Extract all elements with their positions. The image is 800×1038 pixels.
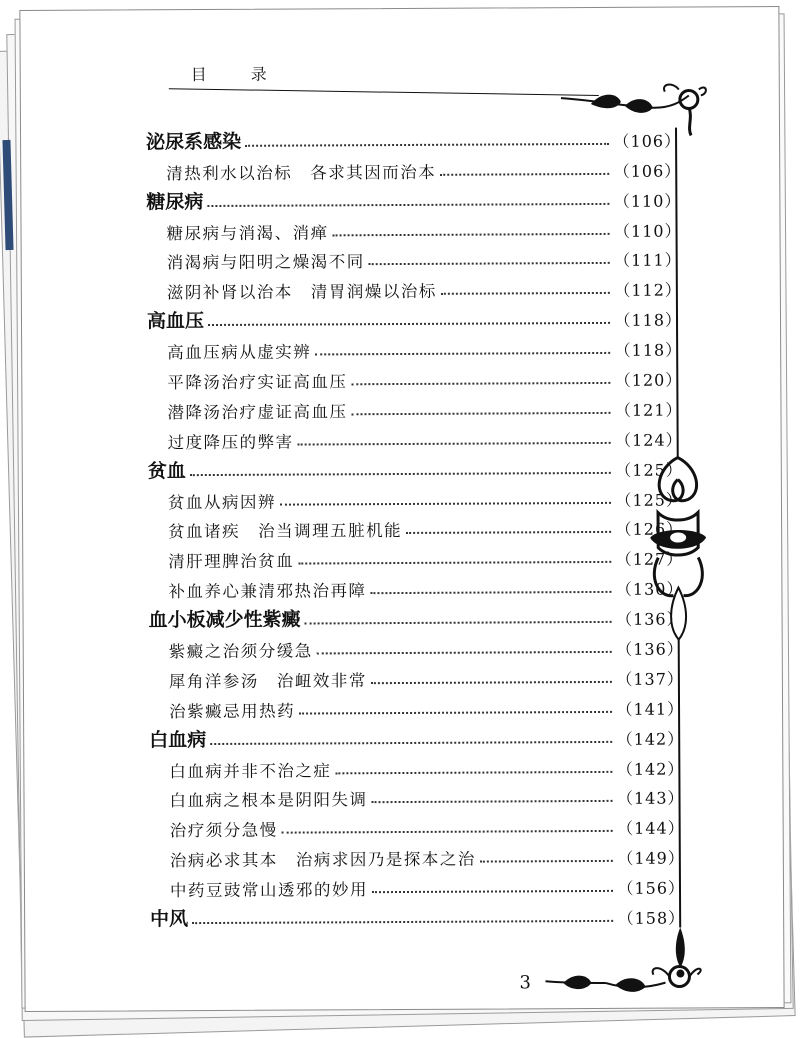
dot-leader xyxy=(335,770,612,773)
toc-section-entry xyxy=(149,660,684,693)
page-header-title: 目 录 xyxy=(190,64,281,85)
toc-entry-page: （125） xyxy=(615,460,683,480)
toc-entry-title: 过度降压的弊害 xyxy=(167,432,294,453)
toc-entry-page: （110） xyxy=(613,191,682,211)
toc-entry-title: 贫血诸疾 治当调理五脏机能 xyxy=(168,521,403,542)
toc-entry-page: （125） xyxy=(615,490,684,510)
header-rule xyxy=(169,88,599,96)
toc-entry-page: （137） xyxy=(616,669,684,689)
toc-entry-page: （136） xyxy=(615,609,684,630)
toc-entry-page: （106） xyxy=(613,161,682,181)
toc-entry-title: 贫血从病因辨 xyxy=(167,492,277,512)
toc-entry-page: （142） xyxy=(616,759,685,779)
toc-entry-page: （106） xyxy=(613,131,682,151)
toc-entry-page: （158） xyxy=(617,908,686,928)
dot-leader xyxy=(298,442,611,446)
dot-leader xyxy=(351,382,610,385)
toc-chapter-entry xyxy=(146,181,681,214)
toc-entry-page: （112） xyxy=(614,280,682,301)
bottom-ornament-icon xyxy=(545,952,715,1003)
dot-leader xyxy=(282,830,613,834)
toc-chapter-entry xyxy=(146,122,681,155)
toc-entry-title: 白血病并非不治之症 xyxy=(169,760,332,781)
toc-section-entry xyxy=(147,391,682,424)
dot-leader xyxy=(315,352,610,356)
toc-entry-page: （124） xyxy=(615,430,683,450)
dot-leader xyxy=(333,232,610,235)
contents-page xyxy=(19,6,784,1012)
toc-entry-title: 清肝理脾治贫血 xyxy=(168,551,295,572)
toc-entry-title: 消渴病与阳明之燥渴不同 xyxy=(166,252,365,273)
dot-leader xyxy=(298,561,611,565)
toc-entry-title: 血小板减少性紫癜 xyxy=(148,608,301,632)
toc-entry-title: 平降汤治疗实证高血压 xyxy=(167,372,348,393)
toc-chapter-entry xyxy=(148,600,683,633)
toc-entry-page: （142） xyxy=(616,729,685,749)
dot-leader xyxy=(207,203,609,207)
toc-section-entry xyxy=(149,749,684,782)
dot-leader xyxy=(192,920,613,924)
dot-leader xyxy=(372,890,613,893)
toc-entry-page: （111） xyxy=(614,250,682,271)
toc-section-entry xyxy=(150,839,685,872)
toc-entry-title: 泌尿系感染 xyxy=(146,130,242,154)
dot-leader xyxy=(440,173,609,176)
dot-leader xyxy=(351,412,610,415)
table-of-contents xyxy=(146,122,685,932)
toc-entry-title: 贫血 xyxy=(147,459,186,483)
dot-leader xyxy=(317,651,612,655)
toc-section-entry xyxy=(147,361,682,394)
toc-chapter-entry xyxy=(150,899,685,932)
toc-entry-title: 紫癜之治须分缓急 xyxy=(168,641,313,662)
toc-section-entry xyxy=(149,779,684,812)
toc-entry-title: 治疗须分急慢 xyxy=(169,821,278,841)
toc-entry-page: （118） xyxy=(614,310,683,331)
toc-entry-page: （121） xyxy=(614,400,683,420)
toc-entry-title: 治病必求其本 治病求因乃是探本之治 xyxy=(169,849,476,871)
toc-entry-title: 犀角洋参汤 治衄效非常 xyxy=(168,671,367,692)
toc-entry-page: （126） xyxy=(615,519,684,540)
toc-entry-page: （127） xyxy=(615,549,684,570)
toc-entry-title: 治紫癜忌用热药 xyxy=(169,701,296,722)
toc-section-entry xyxy=(149,630,684,663)
toc-entry-title: 中风 xyxy=(150,908,189,931)
toc-chapter-entry xyxy=(149,719,684,752)
dot-leader xyxy=(370,591,611,594)
toc-entry-title: 中药豆豉常山透邪的妙用 xyxy=(169,880,369,901)
dot-leader xyxy=(369,262,610,265)
toc-entry-title: 滋阴补肾以治本 清胃润燥以治标 xyxy=(166,282,437,303)
toc-entry-page: （149） xyxy=(617,848,685,869)
toc-entry-page: （120） xyxy=(614,370,683,390)
toc-section-entry xyxy=(147,241,682,274)
dot-leader xyxy=(190,472,611,476)
toc-entry-page: （118） xyxy=(614,340,683,361)
toc-chapter-entry xyxy=(148,450,683,483)
toc-section-entry xyxy=(148,570,683,603)
toc-section-entry xyxy=(147,271,682,304)
toc-chapter-entry xyxy=(147,301,682,334)
toc-entry-title: 白血病 xyxy=(149,728,207,752)
page-number: 3 xyxy=(519,972,531,994)
dot-leader xyxy=(480,860,613,863)
dot-leader xyxy=(245,143,609,147)
toc-section-entry xyxy=(148,510,683,543)
toc-section-entry xyxy=(150,869,685,902)
dot-leader xyxy=(406,531,611,534)
toc-entry-page: （143） xyxy=(616,789,685,809)
toc-entry-title: 白血病之根本是阴阳失调 xyxy=(169,790,368,811)
toc-entry-title: 高血压 xyxy=(146,310,205,333)
toc-entry-page: （144） xyxy=(617,818,685,839)
toc-section-entry xyxy=(146,151,681,184)
toc-entry-title: 潜降汤治疗虚证高血压 xyxy=(167,402,348,423)
toc-entry-page: （130） xyxy=(615,579,684,600)
toc-entry-page: （141） xyxy=(616,699,685,719)
dot-leader xyxy=(441,292,610,295)
toc-entry-title: 补血养心兼清邪热治再障 xyxy=(168,581,367,602)
toc-entry-page: （110） xyxy=(613,221,682,241)
toc-section-entry xyxy=(148,480,683,513)
toc-entry-page: （156） xyxy=(617,878,686,899)
toc-section-entry xyxy=(147,331,682,364)
dot-leader xyxy=(372,800,613,803)
toc-entry-title: 糖尿病 xyxy=(146,190,204,214)
dot-leader xyxy=(280,501,611,505)
dot-leader xyxy=(299,711,612,715)
toc-entry-title: 高血压病从虚实辨 xyxy=(167,342,312,363)
toc-entry-page: （136） xyxy=(616,639,684,659)
dot-leader xyxy=(208,322,610,326)
toc-entry-title: 糖尿病与消渴、消瘅 xyxy=(166,222,329,243)
dot-leader xyxy=(371,681,612,684)
toc-section-entry xyxy=(148,420,683,453)
dot-leader xyxy=(210,741,612,745)
dot-leader xyxy=(305,621,612,625)
toc-section-entry xyxy=(149,689,684,722)
toc-section-entry xyxy=(148,540,683,573)
toc-section-entry xyxy=(146,211,681,244)
toc-section-entry xyxy=(150,809,685,842)
toc-entry-title: 清热利水以治标 各求其因而治本 xyxy=(166,162,437,184)
